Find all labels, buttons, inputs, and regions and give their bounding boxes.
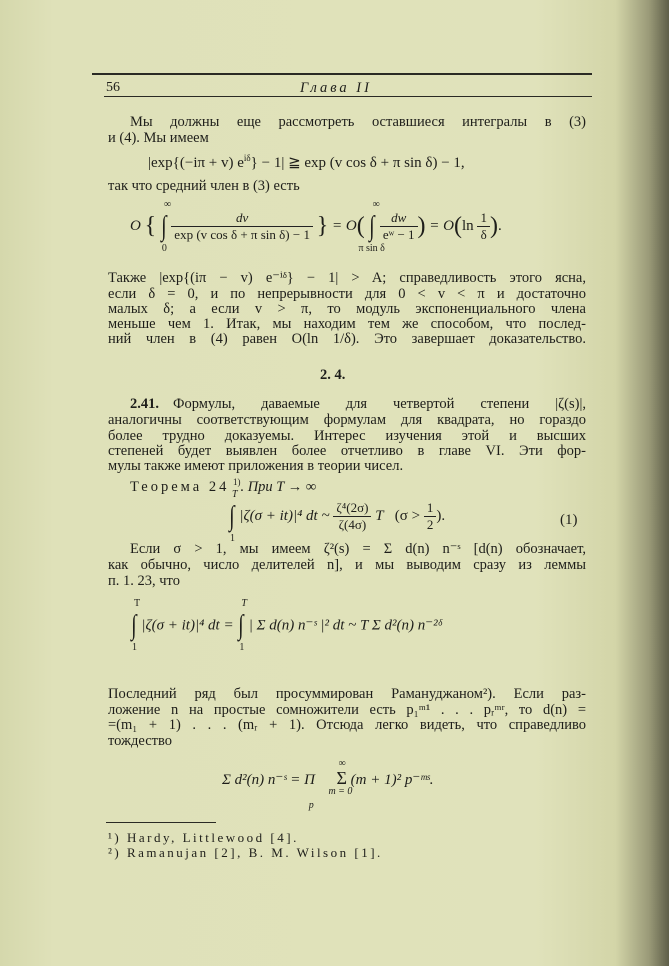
theorem-label: Теорема 24	[130, 478, 230, 495]
page-number: 56	[106, 80, 120, 95]
eq-text: T	[375, 507, 384, 524]
numerator: 1	[480, 210, 487, 225]
numerator: ζ⁴(2σ)	[336, 500, 369, 515]
eq-text: (σ >	[394, 507, 421, 524]
integral-sign: ∫	[369, 210, 375, 242]
paragraph-line: Также |exp{(iπ − v) e⁻ⁱᵟ} − 1| > A; справедливость этого ясна,	[108, 270, 586, 286]
paragraph-line: ложение n на простые сомножители есть p₁ᵐ¹ . . . pᵣᵐʳ, то d(n) =	[108, 702, 586, 718]
header-bottom-rule	[104, 96, 592, 97]
equation-3	[228, 488, 446, 544]
paragraph-line: меньше чем 1. Итак, мы находим тем же способом, что послед-	[108, 316, 586, 332]
footnote-ref: 1)	[232, 477, 241, 487]
eq-text: } − 1| ≧ exp (v cos δ + π sin δ) − 1,	[250, 155, 465, 171]
integral-lower: 1	[230, 532, 235, 544]
paragraph-line: п. 1. 23, что	[108, 573, 180, 589]
eq-sup: iδ	[243, 153, 251, 163]
eq-text: ln	[462, 217, 474, 234]
integral-upper: ∞	[372, 198, 380, 210]
footnote-2: ²) Ramanujan [2], B. M. Wilson [1].	[108, 845, 383, 860]
paragraph-line: Мы должны еще рассмотреть оставшиеся интегралы в (3)	[130, 114, 586, 130]
paragraph-line: тождество	[108, 733, 172, 749]
equation-1	[148, 153, 465, 172]
paragraph-line: так что средний член в (3) есть	[108, 178, 300, 194]
integral-sign: ∫	[229, 500, 235, 532]
paragraph-text: Формулы, даваемые для четвертой степени |ζ(s)|,	[173, 396, 586, 412]
denominator: δ	[477, 226, 490, 243]
paragraph-line: аналогичны соответствующим формулам для квадрата, но гораздо	[108, 412, 586, 428]
paragraph-line	[108, 396, 586, 412]
integral-upper: ∞	[163, 198, 172, 210]
numerator: dw	[391, 210, 407, 225]
sum-upper: ∞	[338, 758, 346, 769]
sum-lower: m = 0	[328, 786, 353, 797]
theorem-heading	[108, 474, 586, 495]
paragraph-line: и (4). Мы имеем	[108, 130, 209, 146]
product-index: p	[308, 800, 314, 811]
equation-4	[130, 598, 442, 653]
chapter-title: Глава II	[300, 80, 372, 96]
sum-sign: Σ	[336, 768, 347, 788]
paragraph-line: Последний ряд был просуммирован Рамануджаном²). Если раз-	[108, 686, 586, 702]
integral-upper: T	[241, 598, 247, 609]
eq-text: = O	[331, 217, 357, 234]
footnote-1: ¹) Hardy, Littlewood [4].	[108, 830, 299, 845]
integral-lower: 1	[132, 642, 137, 653]
integral-sign: ∫	[161, 210, 167, 242]
subsection-number: 2.41.	[130, 396, 159, 412]
eq-text: |ζ(σ + it)|⁴ dt =	[141, 617, 234, 634]
paragraph-line: более трудно доказуемы. Интерес изучения этой и высших	[108, 428, 586, 444]
paragraph-line: ний член в (4) равен O(ln 1/δ). Это завершает доказательство.	[108, 331, 586, 347]
paragraph-line: =(m₁ + 1) . . . (mᵣ + 1). Отсюда легко видеть, что справедливо	[108, 717, 586, 733]
footnote-rule	[106, 822, 216, 823]
numerator: 1	[426, 500, 434, 515]
eq-text: = O	[429, 217, 455, 234]
denominator: ζ(4σ)	[333, 516, 371, 533]
theorem-text: . При T → ∞	[240, 478, 317, 495]
eq-text: ).	[436, 507, 446, 524]
integral-upper: T	[232, 488, 238, 500]
eq-text: |ζ(σ + it)|⁴ dt ~	[239, 507, 330, 524]
numerator: dv	[235, 210, 249, 225]
paragraph-line: Если σ > 1, мы имеем ζ²(s) = Σ d(n) n⁻ˢ [d(n) обозначает,	[130, 541, 586, 557]
equation-2: O { ∫ ∞ 0 $\frac{dv}{\text{exp (v cos δ + π sin δ) − 1}}$ } = O( ∫ ∞ π sin δ $\frac{dw}{\text{eʷ − 1}}$ ) = O(ln $\frac{1}{\delta}$ ).	[130, 198, 502, 254]
section-heading: 2. 4.	[320, 367, 346, 383]
paragraph-line: если δ = 0, и по непрерывности для 0 < v < π и достаточно	[108, 286, 586, 302]
equation-5	[222, 758, 434, 811]
eq-text: O	[130, 217, 141, 234]
integral-sign: ∫	[131, 610, 137, 641]
denominator: 2	[424, 516, 437, 533]
eq-text: |exp{(−iπ + v) e	[148, 155, 244, 171]
paragraph-line: малых δ; а если v > π, то модуль экспоненциального члена	[108, 301, 586, 317]
paragraph-line: степеней будет выявлен более отчетливо в главе VI. Эти фор-	[108, 443, 586, 459]
integral-lower: 1	[239, 642, 245, 653]
header-top-rule	[92, 73, 592, 75]
eq-text: Σ d²(n) n⁻ˢ = Π	[222, 772, 315, 788]
paragraph-line: мулы также имеют приложения в теории чисел.	[108, 458, 404, 474]
equation-number: (1)	[560, 512, 578, 528]
denominator: exp (v cos δ + π sin δ) − 1	[171, 226, 313, 243]
integral-sign: ∫	[238, 610, 244, 641]
denominator: eʷ − 1	[380, 226, 418, 243]
integral-lower: π sin δ	[358, 242, 385, 254]
eq-text: (m + 1)² p⁻ᵐˢ.	[350, 772, 434, 788]
integral-lower: 0	[161, 242, 167, 254]
eq-text: | Σ d(n) n⁻ˢ |² dt ~ T Σ d²(n) n⁻²ᵟ	[248, 617, 442, 634]
integral-upper: T	[134, 598, 141, 609]
paragraph-line: как обычно, число делителей n], и мы выводим сразу из леммы	[108, 557, 586, 573]
